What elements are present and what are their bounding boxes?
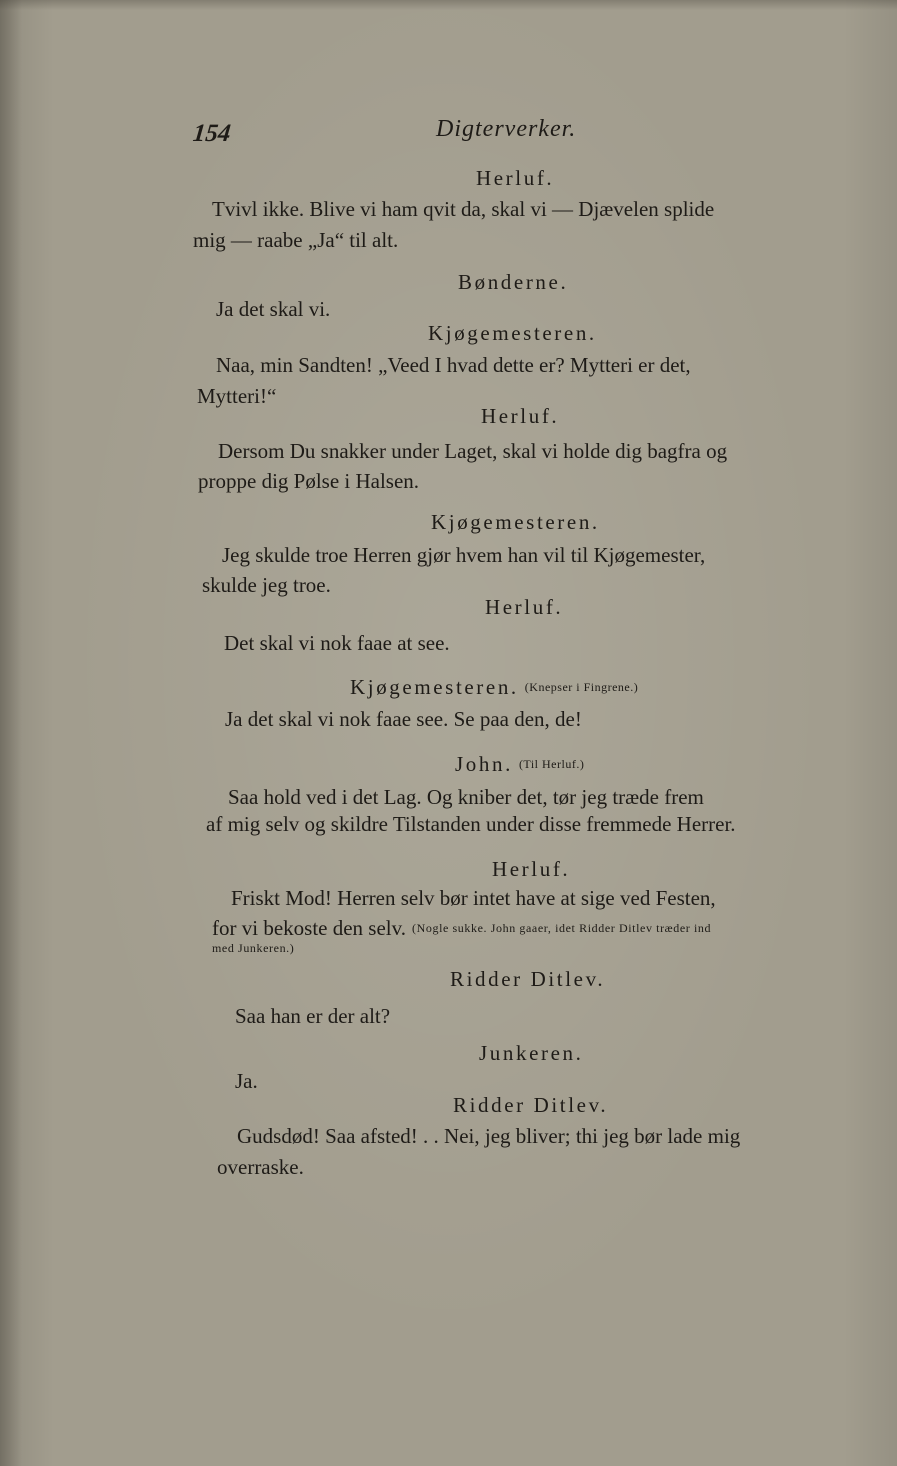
speech-line: Saa hold ved i det Lag. Og kniber det, tør jeg træde frem (228, 785, 704, 809)
speech-text: for vi bekoste den selv. (212, 916, 407, 940)
speech-line: Naa, min Sandten! „Veed I hvad dette er? Mytteri er det, (216, 353, 691, 377)
page-edge-shadow-top (0, 0, 897, 10)
speaker-heading: Kjøgemesteren. (431, 510, 600, 534)
speaker-heading (350, 675, 638, 700)
page-edge-shadow-left (0, 0, 22, 1466)
speech-line: Ja. (235, 1069, 258, 1093)
speaker-heading: Herluf. (481, 404, 560, 428)
speech-line: Jeg skulde troe Herren gjør hvem han vil til Kjøgemester, (222, 543, 706, 567)
speech-line: skulde jeg troe. (202, 573, 331, 597)
stage-direction: (Knepser i Fingrene.) (524, 680, 639, 694)
speech-line: Dersom Du snakker under Laget, skal vi holde dig bagfra og (218, 439, 728, 463)
running-title: Digterverker. (436, 116, 577, 142)
speech-line: af mig selv og skildre Tilstanden under disse fremmede Herrer. (206, 812, 736, 836)
speech-line: mig — raabe „Ja“ til alt. (193, 228, 399, 252)
speech-line: Ja det skal vi nok faae see. Se paa den, de! (225, 707, 582, 731)
running-head (0, 112, 897, 152)
speaker-heading: Bønderne. (458, 270, 569, 294)
speaker-heading: Herluf. (476, 166, 555, 190)
speaker-heading: Kjøgemesteren. (428, 321, 597, 345)
speaker-name: John. (455, 752, 513, 776)
stage-direction: (Til Herluf.) (518, 757, 585, 771)
speech-line: Ja det skal vi. (216, 297, 331, 321)
speech-line: Tvivl ikke. Blive vi ham qvit da, skal vi — Djævelen splide (212, 197, 715, 221)
stage-direction: (Nogle sukke. John gaaer, idet Ridder Ditlev træder ind (412, 921, 712, 935)
speaker-heading: Ridder Ditlev. (453, 1093, 609, 1117)
speaker-heading: Junkeren. (479, 1041, 584, 1065)
speech-line: Gudsdød! Saa afsted! . . Nei, jeg bliver; thi jeg bør lade mig (237, 1124, 741, 1148)
speech-line: overraske. (217, 1155, 304, 1179)
page-number: 154 (191, 120, 232, 147)
speech-line: Friskt Mod! Herren selv bør intet have at sige ved Festen, (231, 886, 716, 910)
speaker-heading: Ridder Ditlev. (450, 967, 606, 991)
speech-line: Det skal vi nok faae at see. (224, 631, 450, 655)
speaker-heading: Herluf. (492, 857, 571, 881)
speech-line: Mytteri!“ (197, 384, 277, 408)
stage-direction-continued: med Junkeren.) (212, 941, 295, 955)
speaker-name: Kjøgemesteren. (350, 675, 519, 699)
speaker-heading: Herluf. (485, 595, 564, 619)
speech-line: Saa han er der alt? (235, 1004, 391, 1028)
speaker-heading (455, 752, 584, 777)
speech-line: proppe dig Pølse i Halsen. (198, 469, 420, 493)
